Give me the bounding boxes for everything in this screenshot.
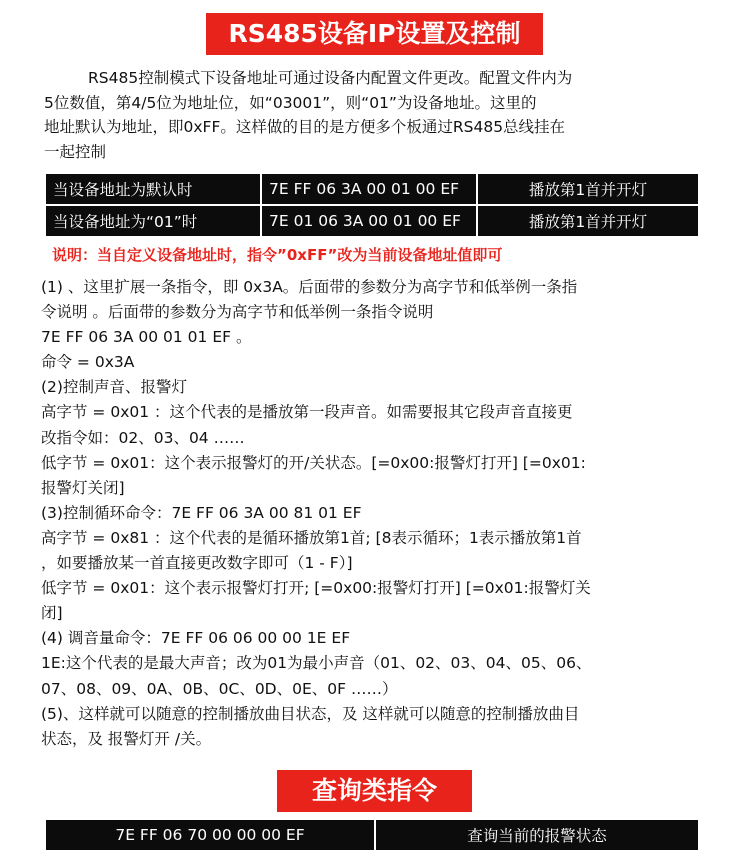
body-line: 低字节 = 0x01：这个表示报警灯打开; [=0x00:报警灯打开] [=0x01:报警灯关	[41, 579, 591, 598]
action-cell: 播放第1首并开灯	[477, 173, 699, 205]
intro-line: 地址默认为地址，即0xFF。这样做的目的是方便多个板通过RS485总线挂在	[44, 118, 566, 136]
body-line: (5)、这样就可以随意的控制播放曲目状态，及 这样就可以随意的控制播放曲目	[41, 704, 580, 723]
body-line: 高字节 = 0x01 ：这个代表的是播放第一段声音。如需要报其它段声音直接更	[41, 403, 573, 422]
command-cell: 7E FF 06 70 00 00 00 EF	[45, 819, 375, 851]
body-line: ，如要播放某一首直接更改数字即可（1 - F）]	[41, 554, 353, 573]
body-line: 7E FF 06 3A 00 01 01 EF 。	[41, 328, 252, 347]
body-line: 令说明 。后面带的参数分为高字节和低举例一条指令说明	[41, 303, 434, 322]
table-row	[45, 173, 699, 205]
intro-line: 一起控制	[44, 142, 107, 161]
query-section-banner: 查询类指令	[277, 770, 472, 812]
note-text: 说明：当自定义设备地址时，指令”0xFF”改为当前设备地址值即可	[52, 246, 503, 264]
body-line: 命令 = 0x3A	[41, 353, 135, 372]
condition-cell: 当设备地址为“01”时	[45, 205, 261, 237]
intro-line: 5位数值，第4/5位为地址位，如“03001”，则“01”为设备地址。这里的	[44, 93, 537, 112]
intro-line: RS485控制模式下设备地址可通过设备内配置文件更改。配置文件内为	[88, 69, 573, 87]
action-cell: 播放第1首并开灯	[477, 205, 699, 237]
body-line: 07、08、09、0A、0B、0C、0D、0E、0F ……）	[41, 679, 398, 698]
query-command-table	[44, 818, 700, 852]
command-cell: 7E 01 06 3A 00 01 00 EF	[261, 205, 477, 237]
section-title-banner: RS485设备IP设置及控制	[206, 13, 543, 55]
body-line: 1E:这个代表的是最大声音；改为01为最小声音（01、02、03、04、05、06、	[41, 654, 592, 673]
body-line: (3)控制循环命令：7E FF 06 3A 00 81 01 EF	[41, 503, 362, 522]
body-line: (2)控制声音、报警灯	[41, 378, 187, 397]
body-line: 闭]	[41, 604, 63, 623]
body-line: (1) 、这里扩展一条指令，即 0x3A。后面带的参数分为高字节和低举例一条指	[41, 278, 578, 296]
body-line: 报警灯关闭]	[41, 478, 125, 497]
table-row	[45, 819, 699, 851]
instruction-body	[41, 275, 701, 752]
intro-paragraph	[44, 66, 694, 164]
address-command-table	[44, 172, 700, 238]
body-line: 状态，及 报警灯开 /关。	[41, 729, 212, 748]
description-cell: 查询当前的报警状态	[375, 819, 699, 851]
body-line: 低字节 = 0x01：这个表示报警灯的开/关状态。[=0x00:报警灯打开] [=0x01:	[41, 453, 586, 472]
body-line: 改指令如：02、03、04 ……	[41, 428, 245, 447]
body-line: 高字节 = 0x81 ：这个代表的是循环播放第1首; [8表示循环；1表示播放第1首	[41, 528, 582, 547]
body-line: (4) 调音量命令：7E FF 06 06 00 00 1E EF	[41, 629, 351, 648]
command-cell: 7E FF 06 3A 00 01 00 EF	[261, 173, 477, 205]
table-row	[45, 205, 699, 237]
condition-cell: 当设备地址为默认时	[45, 173, 261, 205]
